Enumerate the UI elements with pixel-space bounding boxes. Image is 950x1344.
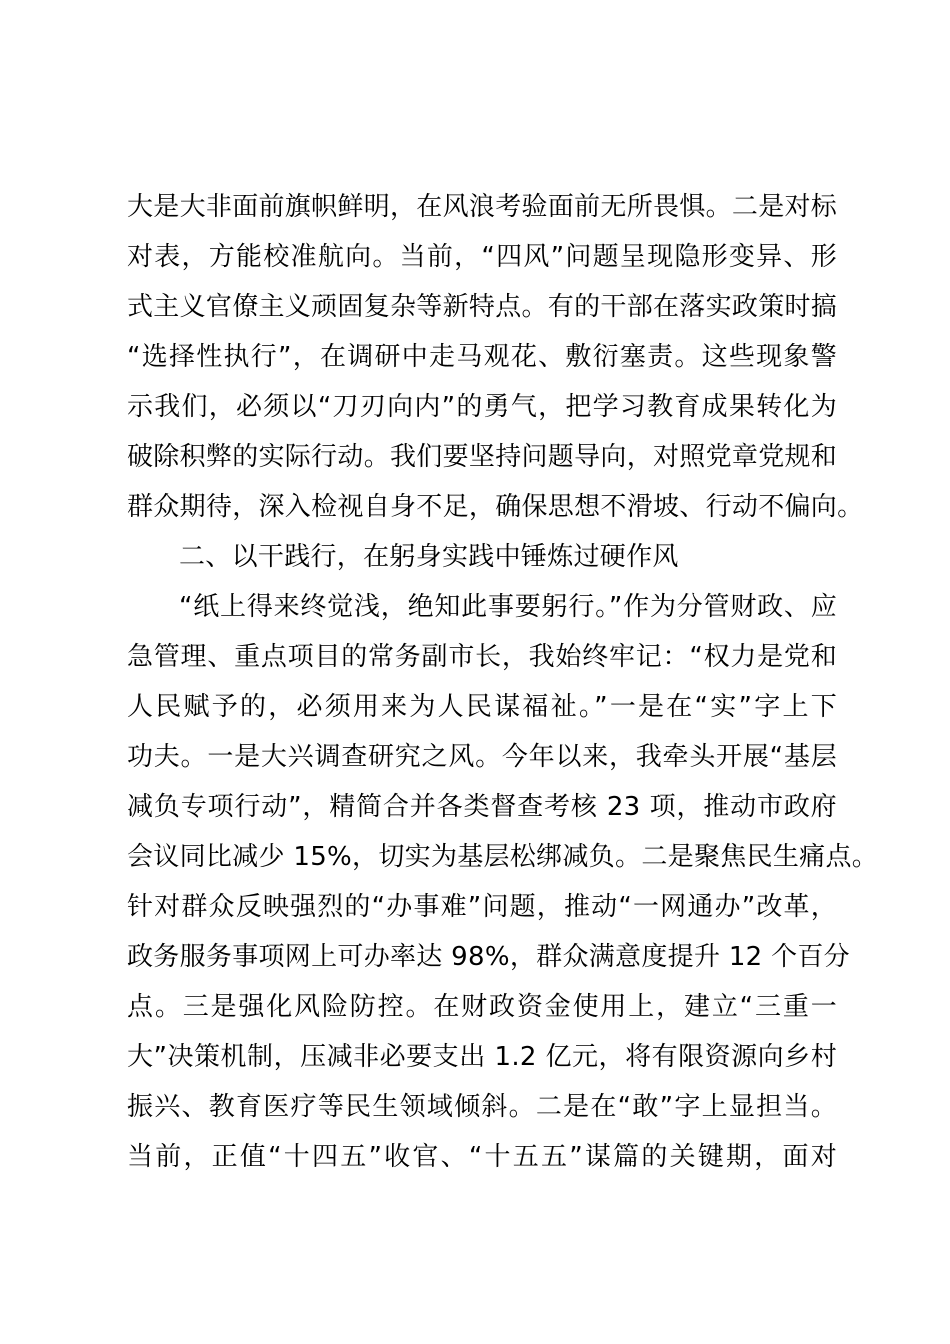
text-line: “选择性执行”，在调研中走马观花、敷衍塞责。这些现象警 [127, 342, 837, 372]
text-line: 政务服务事项网上可办率达 98%，群众满意度提升 12 个百分 [127, 942, 850, 972]
text-line: 群众期待，深入检视自身不足，确保思想不滑坡、行动不偏向。 [127, 492, 864, 522]
section-heading: 二、以干践行，在躬身实践中锤炼过硬作风 [179, 542, 679, 572]
text-line: 功夫。一是大兴调查研究之风。今年以来，我牵头开展“基层 [127, 742, 837, 772]
text-line: 式主义官僚主义顽固复杂等新特点。有的干部在落实政策时搞 [127, 292, 838, 322]
body-text [127, 182, 879, 1182]
text-line: 示我们，必须以“刀刃向内”的勇气，把学习教育成果转化为 [127, 392, 837, 422]
text-line: 对表，方能校准航向。当前，“四风”问题呈现隐形变异、形 [127, 242, 837, 272]
text-line: 会议同比减少 15%，切实为基层松绑减负。二是聚焦民生痛点。 [127, 842, 879, 872]
text-line: “纸上得来终觉浅，绝知此事要躬行。”作为分管财政、应 [179, 592, 837, 622]
text-line: 点。三是强化风险防控。在财政资金使用上，建立“三重一 [127, 992, 837, 1022]
text-line: 振兴、教育医疗等民生领域倾斜。二是在“敢”字上显担当。 [127, 1092, 837, 1122]
text-line: 针对群众反映强烈的“办事难”问题，推动“一网通办”改革， [127, 892, 837, 922]
text-line: 大”决策机制，压减非必要支出 1.2 亿元，将有限资源向乡村 [127, 1042, 837, 1072]
text-line: 大是大非面前旗帜鲜明，在风浪考验面前无所畏惧。二是对标 [127, 192, 838, 222]
text-line: 当前，正值“十四五”收官、“十五五”谋篇的关键期，面对 [127, 1142, 837, 1172]
text-line: 人民赋予的，必须用来为人民谋福祉。”一是在“实”字上下 [127, 692, 837, 722]
text-line: 破除积弊的实际行动。我们要坚持问题导向，对照党章党规和 [127, 442, 838, 472]
text-line: 急管理、重点项目的常务副市长，我始终牢记：“权力是党和 [127, 642, 837, 672]
text-line: 减负专项行动”，精简合并各类督查考核 23 项，推动市政府 [127, 792, 837, 822]
